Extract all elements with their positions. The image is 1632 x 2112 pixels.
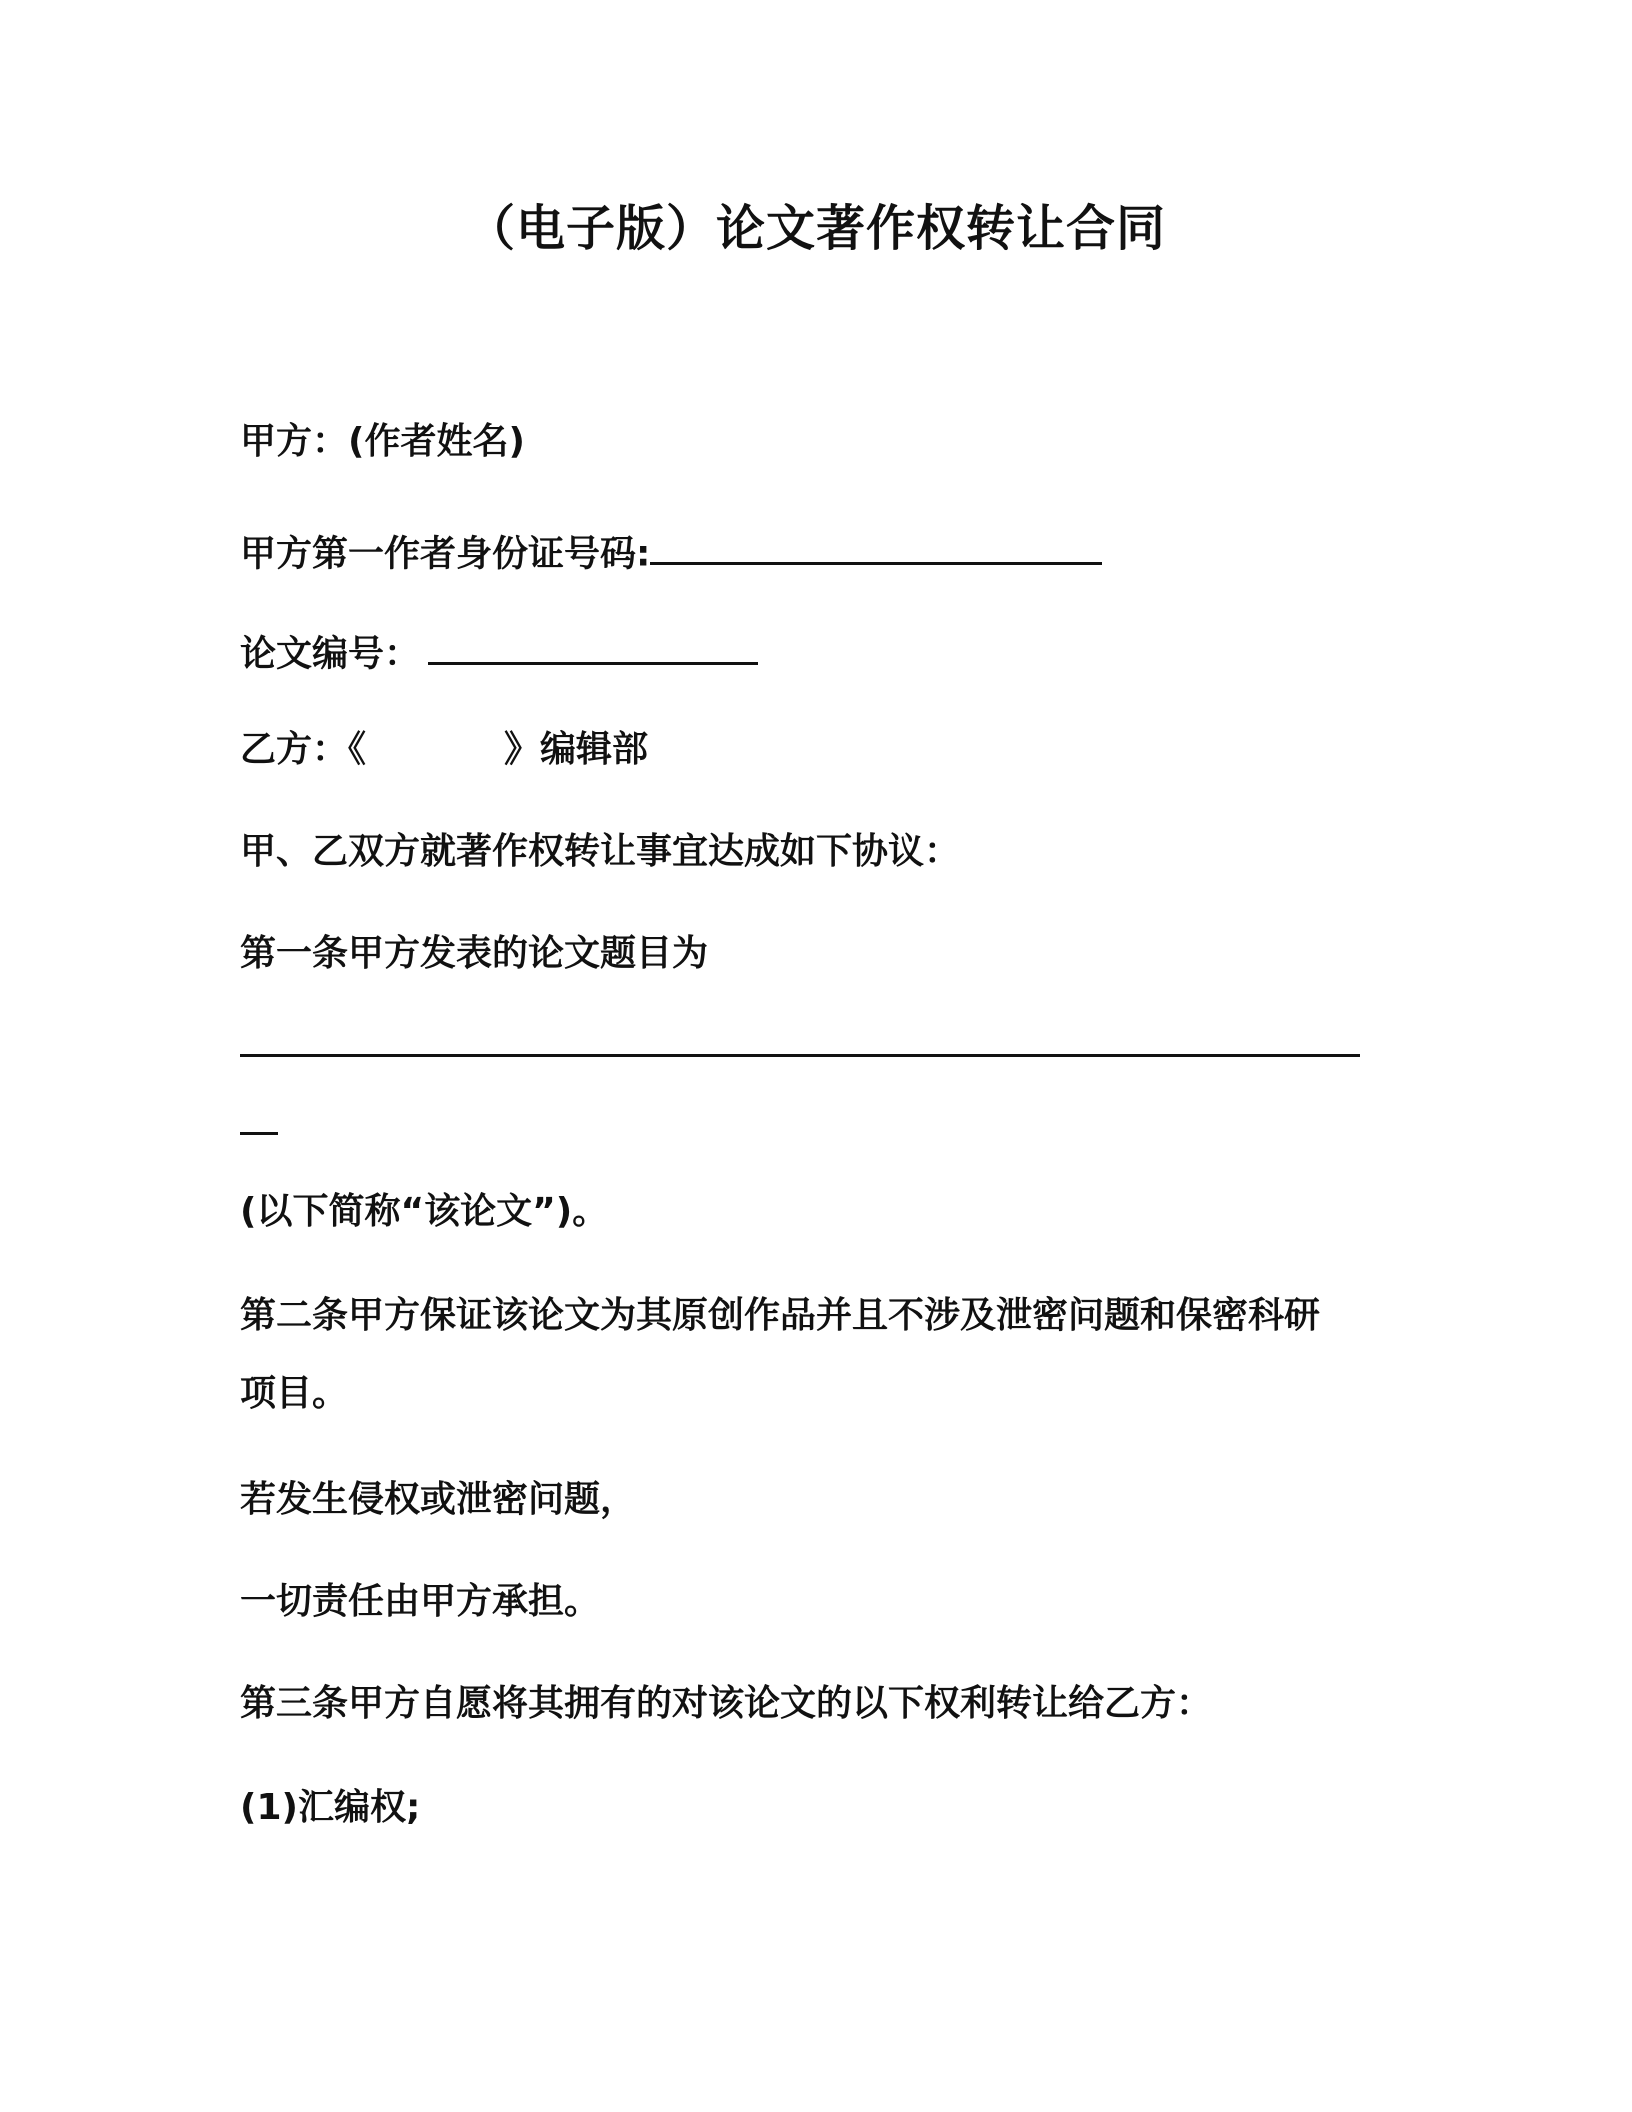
contract-title: （电子版）论文著作权转让合同 — [465, 200, 1166, 257]
article-1-text: 第一条甲方发表的论文题目为 — [240, 933, 709, 974]
paper-number-line — [240, 630, 758, 676]
paper-number-blank — [428, 630, 758, 665]
agreement-intro: 甲、乙双方就著作权转让事宜达成如下协议： — [240, 831, 961, 872]
paper-number-label: 论文编号： — [240, 633, 421, 675]
article-2-line-2: 项目。 — [240, 1373, 349, 1414]
party-b-suffix: 》编辑部 — [504, 729, 649, 770]
id-number-blank — [650, 530, 1102, 565]
party-b-line — [240, 728, 648, 771]
party-a-id-line — [240, 530, 1102, 576]
paper-title-blank-continuation — [240, 1132, 278, 1135]
party-b-prefix: 乙方：《 — [240, 729, 367, 770]
article-1-note: (以下简称“该论文”)。 — [240, 1191, 609, 1232]
party-a-label: 甲方：(作者姓名) — [240, 421, 525, 462]
responsibility-line: 一切责任由甲方承担。 — [240, 1581, 601, 1622]
party-a-line — [240, 420, 525, 463]
paper-title-blank — [240, 1054, 1360, 1057]
right-item-1: (1)汇编权; — [240, 1787, 421, 1828]
party-a-id-label: 甲方第一作者身份证号码: — [240, 533, 651, 575]
infringement-line: 若发生侵权或泄密问题， — [240, 1479, 637, 1520]
article-2-line-1: 第二条甲方保证该论文为其原创作品并且不涉及泄密问题和保密科研 — [240, 1295, 1321, 1336]
article-3-text: 第三条甲方自愿将其拥有的对该论文的以下权利转让给乙方： — [240, 1683, 1213, 1724]
